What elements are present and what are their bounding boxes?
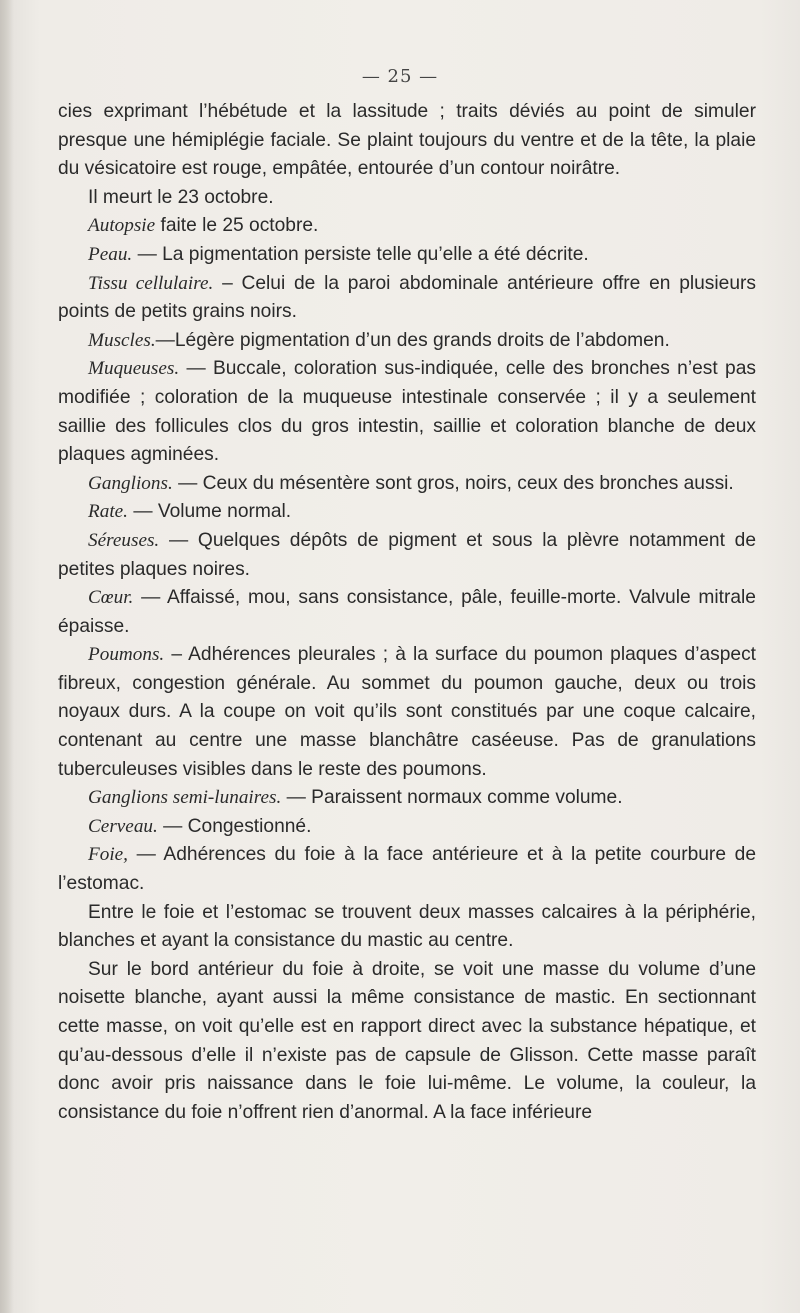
term-tissu-cellulaire: Tissu cellulaire. [88, 272, 214, 294]
term-autopsie: Autopsie [88, 215, 156, 237]
page-number: — 25 — [361, 66, 439, 87]
paragraph-ganglions: Ganglions. — Ceux du mésentère sont gros, noirs, ceux des bronches aussi. [88, 472, 734, 494]
term-muqueuses: Muqueuses. [88, 358, 180, 380]
paragraph-coeur: Cœur. — Affaissé, mou, sans consistance, pâle, feuille-morte. Valvule mitrale épaisse. [58, 587, 756, 637]
paragraph-rate: Rate. — Volume normal. [88, 501, 292, 523]
paragraph-sereuses: Séreuses. — Quelques dépôts de pigment et sous la plèvre notamment de petites plaques noires. [58, 529, 756, 580]
term-ganglions: Ganglions. [88, 472, 173, 494]
term-sereuses: Séreuses. [88, 529, 160, 551]
paragraph-poumons: Poumons. – Adhérences pleurales ; à la surface du poumon plaques d’aspect fibreux, congestion générale. Au sommet du poumon gauche, deux ou trois noyaux durs. A la coupe on voit qu’ils sont constitués par une coque calcaire, contenant au centre une masse blanchâtre caséeuse. Pas de granulations tuberculeuses visibles dans le reste des poumons. [58, 644, 756, 780]
paragraph-tissu-cellulaire: Tissu cellulaire. – Celui de la paroi abdominale antérieure offre en plusieurs points de petits grains noirs. [58, 272, 756, 323]
term-ganglions-semi-lunaires: Ganglions semi-lunaires. [88, 787, 282, 809]
term-poumons: Poumons. [88, 644, 165, 666]
paragraph-foie: Foie, — Adhérences du foie à la face antérieure et à la petite courbure de l’estomac. [58, 844, 756, 895]
page-body [58, 98, 756, 1127]
paragraph-cerveau: Cerveau. — Congestionné. [88, 815, 312, 837]
paragraph-peau: Peau. — La pigmentation persiste telle qu’elle a été décrite. [88, 243, 589, 265]
paragraph-muscles: Muscles.—Légère pigmentation d’un des grands droits de l’abdomen. [88, 329, 670, 351]
term-rate: Rate. [88, 501, 128, 523]
paragraph-muqueuses: Muqueuses. — Buccale, coloration sus-indiquée, celle des bronches n’est pas modifiée ; coloration de la muqueuse intestinale conservée ; il y a seulement saillie des follicules clos du gros intestin, saillie et coloration blanche de deux plaques agminées. [58, 358, 756, 466]
paragraph-continuation: cies exprimant l’hébétude et la lassitude ; traits déviés au point de simuler presque une hémiplégie faciale. Se plaint toujours du ventre et de la tête, la plaie du vésicatoire est rouge, empâtée, entourée d’un contour noirâtre. [58, 101, 756, 180]
term-coeur: Cœur. [88, 587, 134, 609]
term-peau: Peau. [88, 243, 133, 265]
term-cerveau: Cerveau. [88, 815, 158, 837]
term-muscles: Muscles. [88, 329, 156, 351]
paragraph-ganglions-semi-lunaires: Ganglions semi-lunaires. — Paraissent normaux comme volume. [88, 787, 623, 809]
paragraph-masses-calcaires: Entre le foie et l’estomac se trouvent deux masses calcaires à la périphérie, blanches et ayant la consistance du mastic au centre. [58, 901, 756, 952]
term-foie: Foie, [88, 844, 128, 866]
paragraph-masse-noisette: Sur le bord antérieur du foie à droite, se voit une masse du volume d’une noisette blanche, ayant aussi la même consistance de mastic. En sectionnant cette masse, on voit qu’elle est en rapport direct avec la substance hépatique, et qu’au-dessous d’elle il n’existe pas de capsule de Glisson. Cette masse paraît donc avoir pris naissance dans le foie lui-même. Le volume, la couleur, la consistance du foie n’offrent rien d’anormal. A la face inférieure [58, 958, 756, 1123]
paragraph-death-date: Il meurt le 23 octobre. [88, 186, 274, 208]
paragraph-autopsy: Autopsie faite le 25 octobre. [88, 215, 319, 237]
binding-gutter [0, 0, 14, 1313]
